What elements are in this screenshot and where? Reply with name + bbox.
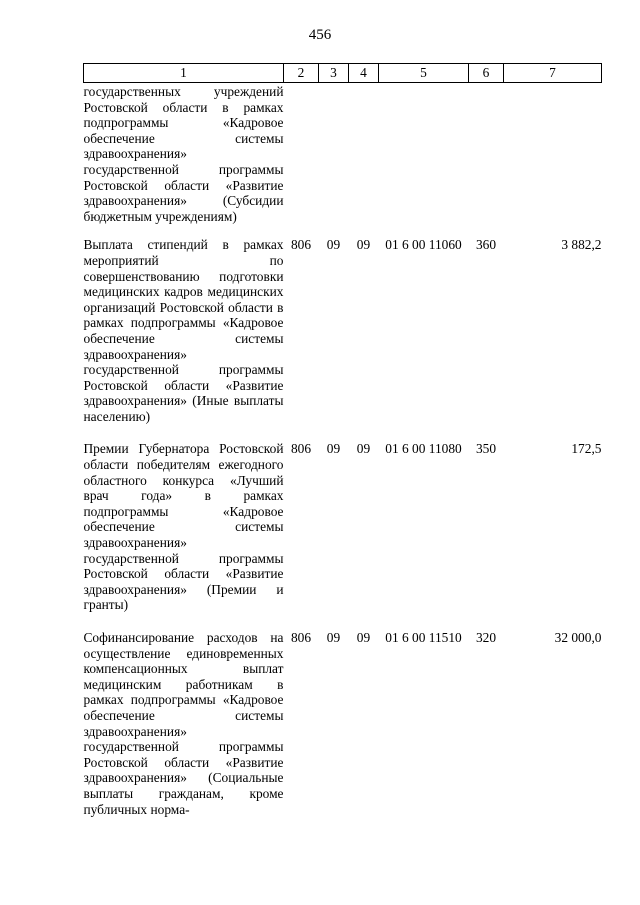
- row-description: государственных учреждений Ростовской области в рамках подпрограммы «Кадровое обеспечение системы здравоохранения» государственной программы Ростовской области «Развитие здравоохранения» (Субсидии бюджетным учреждениям): [83, 84, 284, 224]
- subsection-code: 09: [356, 237, 371, 253]
- amount: 3 882,2: [561, 237, 602, 253]
- section-code: [319, 83, 349, 235]
- table-row: [84, 438, 602, 627]
- row-description: Премии Губернатора Ростовской области победителям ежегодного областного конкурса «Лучший врач года» в рамках подпрограммы «Кадровое обеспечение системы здравоохранения» государственной программы Ростовской области «Развитие здравоохранения» (Премии и гранты): [83, 441, 284, 613]
- target-article-code: 01 6 00 11080: [385, 441, 462, 457]
- row-description: Софинансирование расходов на осуществление единовременных компенсационных выплат медицинским работникам в рамках подпрограммы «Кадровое обеспечение системы здравоохранения» государственной программы Ростовской области «Развитие здравоохранения» (Социальные выплаты гражданам, кроме публичных норма-: [83, 630, 284, 817]
- column-header-2: 2: [284, 64, 319, 83]
- expense-type-code: 360: [475, 237, 497, 253]
- budget-table: [83, 63, 602, 817]
- ministry-code: [284, 83, 319, 235]
- column-header-5: 5: [379, 64, 469, 83]
- subsection-code: [349, 83, 379, 235]
- table-row: [84, 234, 602, 438]
- amount: 172,5: [571, 441, 602, 457]
- column-header-3: 3: [319, 64, 349, 83]
- amount: 32 000,0: [554, 630, 602, 645]
- target-article-code: 01 6 00 11060: [385, 237, 462, 253]
- section-code: 09: [326, 237, 341, 253]
- table-row: [84, 627, 602, 817]
- column-header-4: 4: [349, 64, 379, 83]
- column-header-1: 1: [84, 64, 284, 83]
- row-description: Выплата стипендий в рамках мероприятий по совершенствованию подготовки медицинских кадров медицинских организаций Ростовской области в рамках подпрограммы «Кадровое обеспечение системы здравоохранения» государственной программы Ростовской области «Развитие здравоохранения» (Иные выплаты населению): [83, 237, 284, 424]
- subsection-code: 09: [356, 441, 371, 457]
- target-article-code: 01 6 00 11510: [385, 630, 462, 645]
- header-row: [84, 64, 602, 83]
- section-code: 09: [326, 630, 341, 645]
- ministry-code: 806: [290, 237, 312, 253]
- expense-type-code: 320: [475, 630, 497, 645]
- column-header-6: 6: [469, 64, 504, 83]
- subsection-code: 09: [356, 630, 371, 645]
- column-header-7: 7: [504, 64, 602, 83]
- expense-type-code: [469, 83, 504, 235]
- amount: [504, 83, 602, 235]
- section-code: 09: [326, 441, 341, 457]
- expense-type-code: 350: [475, 441, 497, 457]
- target-article-code: [379, 83, 469, 235]
- ministry-code: 806: [290, 441, 312, 457]
- table-row: [84, 83, 602, 235]
- ministry-code: 806: [290, 630, 312, 645]
- page-number: 456: [308, 27, 332, 43]
